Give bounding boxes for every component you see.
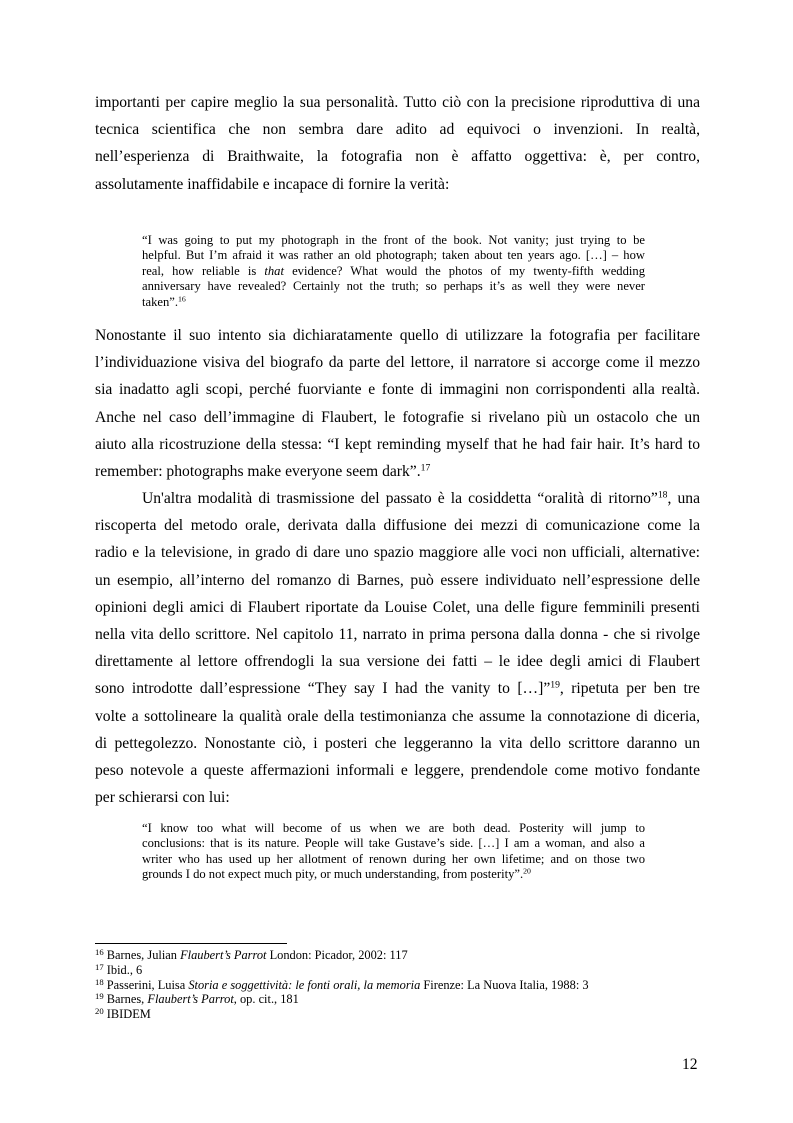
text-line: peso notevole a queste affermazioni informali e leggere, prendendole come motivo fondante (95, 762, 700, 780)
text-line: aiuto alla ricostruzione della stessa: “I kept reminding myself that he had fair hair. It’s hard to (95, 435, 700, 453)
footnote-text: London: Picador, 2002: 117 (266, 948, 408, 962)
quote-text: taken”. (142, 294, 179, 309)
body-text: Un'altra modalità di trasmissione del passato è la cosiddetta “oralità di ritorno” (142, 490, 658, 507)
footnote-19 (95, 992, 700, 1007)
footnote-text: Firenze: La Nuova Italia, 1988: 3 (420, 977, 589, 992)
footnote-text: , op. cit., 181 (233, 992, 299, 1007)
footnote-title: Storia e soggettività: le fonti orali, la memoria (188, 977, 421, 992)
quote-line: writer who has used up her allotment of renown during her own lifetime; and on those two (142, 851, 645, 866)
footnote-text: Barnes, Julian (106, 948, 181, 962)
text-line: un esempio, all’interno del romanzo di Barnes, può essere individuato nell’espressione delle (95, 571, 700, 589)
text-line: l’individuazione visiva del biografo da parte del lettore, il narratore si accorge come il mezzo (95, 354, 700, 372)
text-line: nell’esperienza di Braithwaite, la fotografia non è affatto oggettiva: è, per contro, (95, 148, 700, 166)
text-line: riscoperta del metodo orale, derivata dalla diffusione dei mezzi di comunicazione come la (95, 517, 700, 535)
quote-line (142, 264, 645, 279)
quote-line: anniversary have revealed? Certainly not the truth; so perhaps it’s as well they were never (142, 279, 645, 294)
footnote-text: IBIDEM (106, 1007, 151, 1022)
quote-line (142, 867, 645, 882)
footnote-title: Flaubert’s Parrot (147, 992, 234, 1007)
footnote-ref-16[interactable]: 16 (178, 294, 186, 304)
quote-italic-word: that (264, 263, 284, 278)
text-line: volte a sottolineare la qualità orale della testimonianza che assume la connotazione di diceria, (95, 707, 700, 725)
footnote-number: 19 (95, 991, 104, 1002)
text-line: tecnica scientifica che non sembra dare adito ad equivoci o invenzioni. In realtà, (95, 121, 700, 139)
block-quote-1 (142, 233, 645, 310)
body-text: , ripetuta per ben tre (559, 680, 700, 698)
text-line: per schierarsi con lui: (95, 789, 230, 807)
text-line: opinioni degli amici di Flaubert riportate da Louise Colet, una delle figure femminili presenti (95, 598, 700, 616)
quote-text: real, how reliable is (142, 263, 265, 278)
footnote-ref-17[interactable]: 17 (420, 462, 431, 474)
quote-text: evidence? What would the photos of my twenty-fifth wedding (283, 263, 645, 278)
footnotes (95, 948, 700, 1022)
footnote-text: Passerini, Luisa (106, 977, 189, 992)
body-text: , una (667, 490, 701, 507)
footnote-separator (95, 943, 287, 944)
quote-line: conclusions: that is its nature. People will take Gustave’s side. […] I am a woman, and also a (142, 836, 645, 851)
footnote-text: Barnes, (106, 992, 148, 1007)
text-line (95, 485, 700, 512)
footnote-16 (95, 948, 700, 963)
page-number: 12 (682, 1056, 698, 1073)
text-line: nella vita dello scrittore. Nel capitolo 11, narrato in prima persona dalla donna - che si rivolge (95, 626, 700, 644)
quote-line: “I know too what will become of us when we are both dead. Posterity will jump to (142, 821, 645, 835)
block-quote-2 (142, 821, 645, 883)
footnote-number: 17 (95, 961, 104, 972)
text-line: Anche nel caso dell’immagine di Flaubert, le fotografie si rivelano più un ostacolo che un (95, 408, 700, 426)
text-line: importanti per capire meglio la sua personalità. Tutto ciò con la precisione riproduttiva di una (95, 94, 700, 111)
footnote-number: 16 (95, 947, 104, 958)
text-line: assolutamente inaffidabile e incapace di fornire la verità: (95, 175, 450, 193)
text-line (95, 675, 700, 702)
footnote-title: Flaubert’s Parrot (180, 948, 267, 962)
footnote-number: 18 (95, 976, 104, 987)
quote-text: grounds I do not expect much pity, or much understanding, from posterity”. (142, 867, 524, 882)
text-line (95, 458, 700, 485)
footnote-ref-19[interactable]: 19 (550, 680, 560, 692)
text-line: di pettegolezzo. Nonostante ciò, i posteri che leggeranno la vita dello scrittore daranno un (95, 734, 700, 752)
body-text: remember: photographs make everyone seem dark”. (95, 463, 421, 481)
quote-line: “I was going to put my photograph in the front of the book. Not vanity; just trying to be (142, 233, 645, 247)
text-line: radio e la televisione, in grado di dare uno spazio maggiore alle voci non ufficiali, alternative: (95, 544, 700, 562)
text-line: direttamente al lettore offrendogli la sua versione dei fatti – le idee degli amici di Flaubert (95, 653, 700, 671)
text-line: sia inadatto agli scopi, perché fuorviante e fonte di immagini non corrispondenti alla realtà. (95, 381, 700, 399)
footnote-ref-20[interactable]: 20 (523, 866, 531, 876)
paragraph-1 (95, 89, 700, 198)
footnote-18 (95, 978, 700, 993)
footnote-text: Ibid., 6 (106, 962, 143, 977)
footnote-20 (95, 1007, 700, 1022)
footnote-17 (95, 963, 700, 978)
paragraph-2 (95, 322, 700, 485)
text-line: Nonostante il suo intento sia dichiaratamente quello di utilizzare la fotografia per facilitare (95, 327, 700, 344)
paragraph-3 (95, 485, 700, 811)
body-text: sono introdotte dall’espressione “They say I had the vanity to […]” (95, 680, 551, 698)
quote-line: helpful. But I’m afraid it was rather an old photograph; taken about ten years ago. […] – how (142, 248, 645, 263)
footnote-number: 20 (95, 1006, 104, 1017)
footnote-ref-18[interactable]: 18 (657, 489, 668, 501)
quote-line (142, 295, 645, 310)
